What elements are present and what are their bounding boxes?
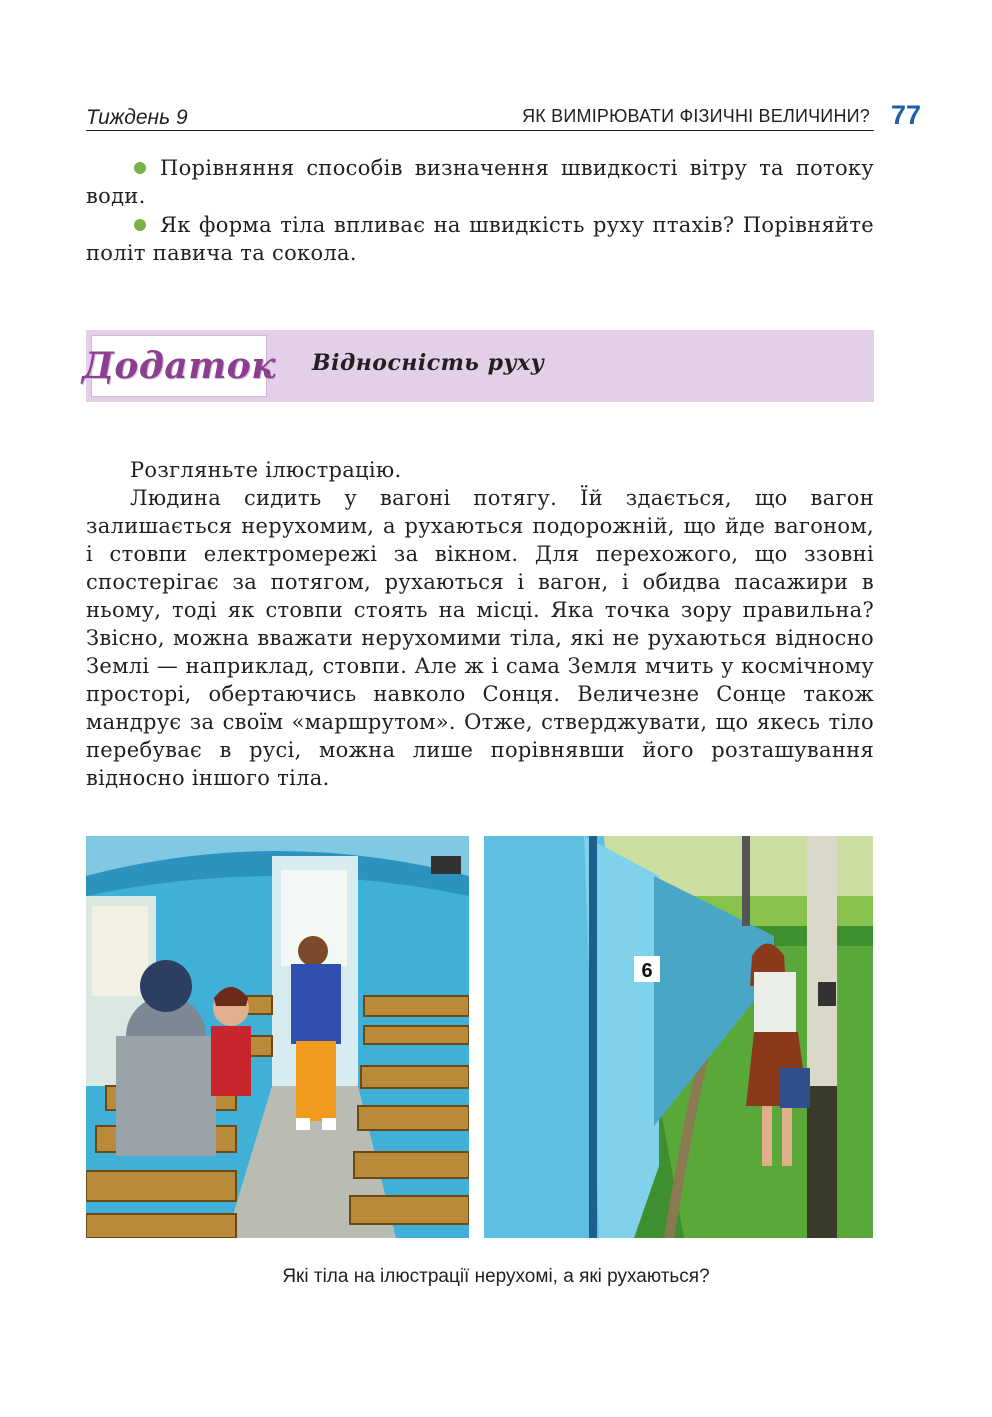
- appendix-badge-label: Додаток: [81, 345, 277, 387]
- week-label: Тиждень 9: [86, 106, 188, 129]
- bullet-icon: [134, 162, 146, 174]
- body-text: [86, 456, 874, 792]
- bullet-item: [86, 211, 874, 267]
- header-divider: [86, 130, 874, 131]
- train-exterior-photo: [484, 836, 873, 1238]
- train-interior-photo: [86, 836, 469, 1238]
- body-paragraph: Розгляньте ілюстрацію.: [130, 458, 402, 482]
- bullet-icon: [134, 219, 146, 231]
- appendix-title: Відносність руху: [312, 350, 545, 376]
- body-paragraph: Людина сидить у вагоні потягу. Їй здається, що вагон залишається нерухомим, а рухаються подорожній, що йде вагоном, і стовпи електромережі за вікном. Для перехожого, що ззовні спостерігає за потягом, рухаються і вагон, і обидва пасажири в ньому, тоді як стовпи стоять на місці. Яка точка зору правильна? Звісно, можна вважати нерухомими тіла, які не рухаються відносно Землі — наприклад, стовпи. Але ж і сама Земля мчить у космічному просторі, обертаючись навколо Сонця. Величезне Сонце також мандрує за своїм «маршрутом». Отже, стверджувати, що якесь тіло перебуває в русі, можна лише порівнявши його розташування відносно іншого тіла.: [86, 486, 874, 790]
- car-number-sign: 6: [641, 960, 653, 982]
- bullet-item: [86, 154, 874, 210]
- chapter-title: ЯК ВИМІРЮВАТИ ФІЗИЧНІ ВЕЛИЧИНИ?: [522, 106, 870, 126]
- figure-caption: Які тіла на ілюстрації нерухомі, а які рухаються?: [282, 1266, 710, 1287]
- appendix-banner: [81, 330, 874, 402]
- bullet-text: Як форма тіла впливає на швидкість руху птахів? Порівняйте політ павича та сокола.: [86, 213, 874, 265]
- appendix-badge: [81, 335, 277, 397]
- page-number: 77: [891, 100, 922, 130]
- bullet-text: Порівняння способів визначення швидкості вітру та потоку води.: [86, 156, 874, 208]
